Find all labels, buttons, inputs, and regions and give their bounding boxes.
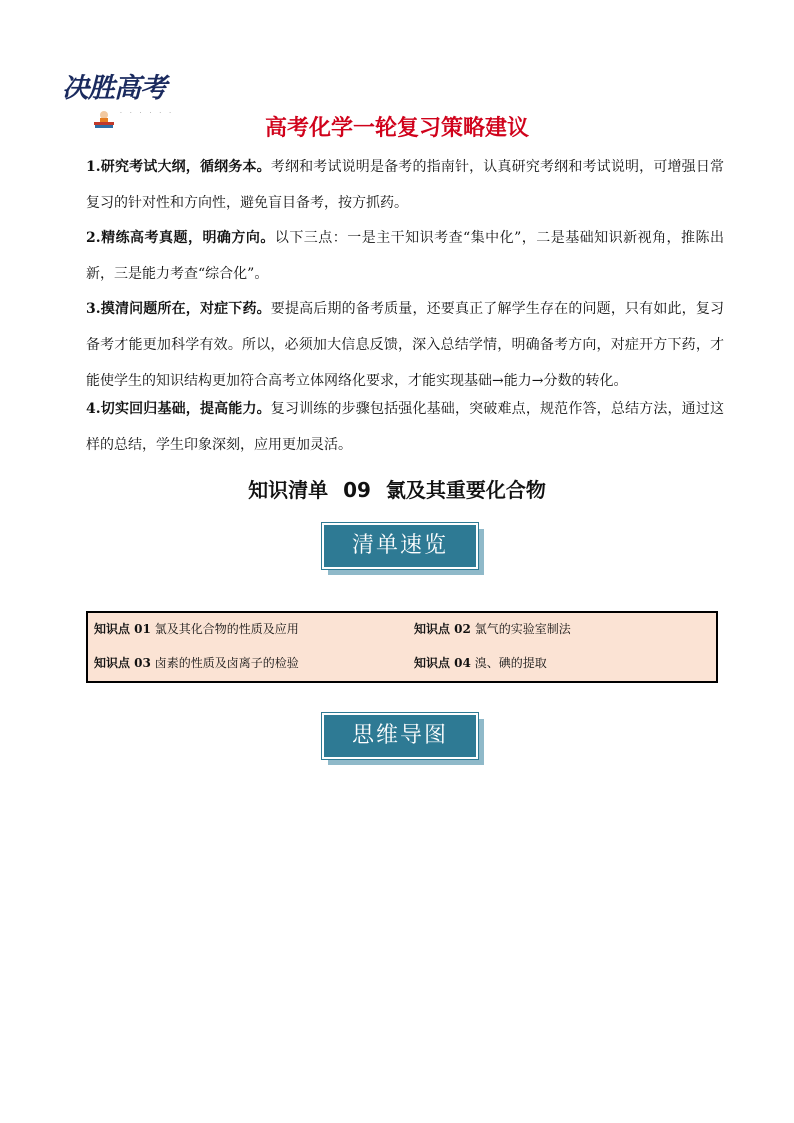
knowledge-point-item	[94, 654, 299, 671]
knowledge-point-text: 氯及其化合物的性质及应用	[154, 622, 299, 636]
section-title: 知识清单 09 氯及其重要化合物	[248, 478, 546, 502]
knowledge-point-text: 溴、碘的提取	[474, 656, 547, 670]
knowledge-point-label: 知识点 03	[94, 656, 151, 670]
advice-body: 考纲和考试说明是备考的指南针，认真研究考纲和考试说明，可增强日常复习的针对性和方向性，避免盲目备考，按方抓药。	[86, 159, 724, 211]
advice-item	[86, 149, 724, 221]
knowledge-point-item	[414, 620, 571, 637]
knowledge-point-label: 知识点 02	[414, 622, 471, 636]
advice-body: 复习训练的步骤包括强化基础，突破难点，规范作答，总结方法，通过这样的总结，学生印象深刻，应用更加灵活。	[86, 401, 724, 453]
logo-decoration: · · · · · ·	[120, 110, 174, 117]
knowledge-point-text: 氯气的实验室制法	[474, 622, 571, 636]
overview-tag: 清单速览	[322, 523, 478, 569]
mindmap-tag: 思维导图	[322, 713, 478, 759]
advice-heading: 1.研究考试大纲，循纲务本。	[86, 159, 271, 175]
knowledge-point-label: 知识点 04	[414, 656, 471, 670]
advice-heading: 2.精练高考真题，明确方向。	[86, 230, 275, 246]
advice-body: 以下三点：一是主干知识考查“集中化”，二是基础知识新视角，推陈出新，三是能力考查“综合化”。	[86, 230, 724, 282]
advice-item	[86, 291, 724, 399]
knowledge-point-text: 卤素的性质及卤离子的检验	[154, 656, 299, 670]
knowledge-point-label: 知识点 01	[94, 622, 151, 636]
advice-body: 要提高后期的备考质量，还要真正了解学生存在的问题，只有如此，复习备考才能更加科学有效。所以，必须加大信息反馈，深入总结学情，明确备考方向，对症开方下药，才能使学生的知识结构更加符合高考立体网络化要求，才能实现基础→能力→分数的转化。	[86, 301, 724, 389]
advice-item	[86, 220, 724, 292]
knowledge-point-item	[414, 654, 547, 671]
advice-heading: 4.切实回归基础，提高能力。	[86, 401, 271, 417]
advice-heading: 3.摸清问题所在，对症下药。	[86, 301, 271, 317]
knowledge-points-table	[86, 611, 718, 683]
logo-text: 决胜高考	[62, 73, 166, 104]
knowledge-point-item	[94, 620, 299, 637]
page-title: 高考化学一轮复习策略建议	[264, 116, 529, 141]
advice-item	[86, 391, 724, 463]
